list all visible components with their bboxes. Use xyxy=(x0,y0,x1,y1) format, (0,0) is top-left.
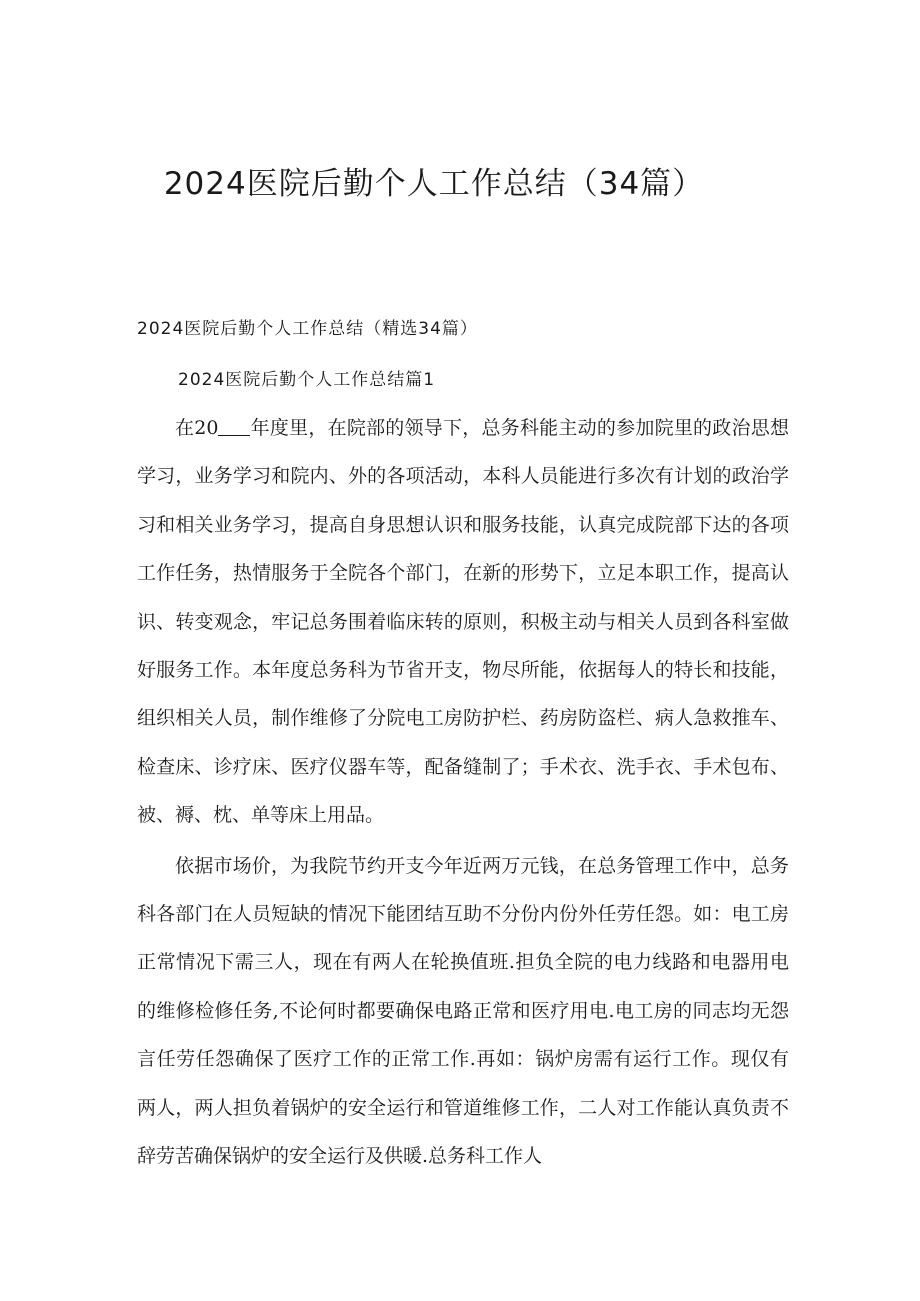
year-blank xyxy=(218,416,250,436)
paragraph-1-body: 年度里，在院部的领导下，总务科能主动的参加院里的政治思想学习，业务学习和院内、外的各项活动，本科人员能进行多次有计划的政治学习和相关业务学习，提高自身思想认识和服务技能，认真完成院部下达的各项工作任务，热情服务于全院各个部门，在新的形势下，立足本职工作，提高认识、转变观念，牢记总务围着临床转的原则，积极主动与相关人员到各科室做好服务工作。本年度总务科为节省开支，物尽所能，依据每人的特长和技能，组织相关人员，制作维修了分院电工房防护栏、药房防盗栏、病人急救推车、检查床、诊疗床、医疗仪器车等，配备缝制了；手术衣、洗手衣、手术包布、被、褥、枕、单等床上用品。 xyxy=(137,417,789,827)
document-body xyxy=(137,404,789,1181)
paragraph-1 xyxy=(137,404,789,840)
paragraph-1-prefix: 在20 xyxy=(175,417,219,439)
document-title: 2024医院后勤个人工作总结（34篇） xyxy=(163,166,705,202)
document-subtitle: 2024医院后勤个人工作总结（精选34篇） xyxy=(137,319,478,339)
section-heading: 2024医院后勤个人工作总结篇1 xyxy=(178,370,436,390)
paragraph-2: 依据市场价，为我院节约开支今年近两万元钱，在总务管理工作中，总务科各部门在人员短缺的情况下能团结互助不分份内份外任劳任怨。如：电工房正常情况下需三人，现在有两人在轮换值班.担负全院的电力线路和电器用电的维修检修任务,不论何时都要确保电路正常和医疗用电.电工房的同志均无怨言任劳任怨确保了医疗工作的正常工作.再如：锅炉房需有运行工作。现仅有两人，两人担负着锅炉的安全运行和管道维修工作，二人对工作能认真负责不辞劳苦确保锅炉的安全运行及供暖.总务科工作人 xyxy=(137,854,789,1168)
